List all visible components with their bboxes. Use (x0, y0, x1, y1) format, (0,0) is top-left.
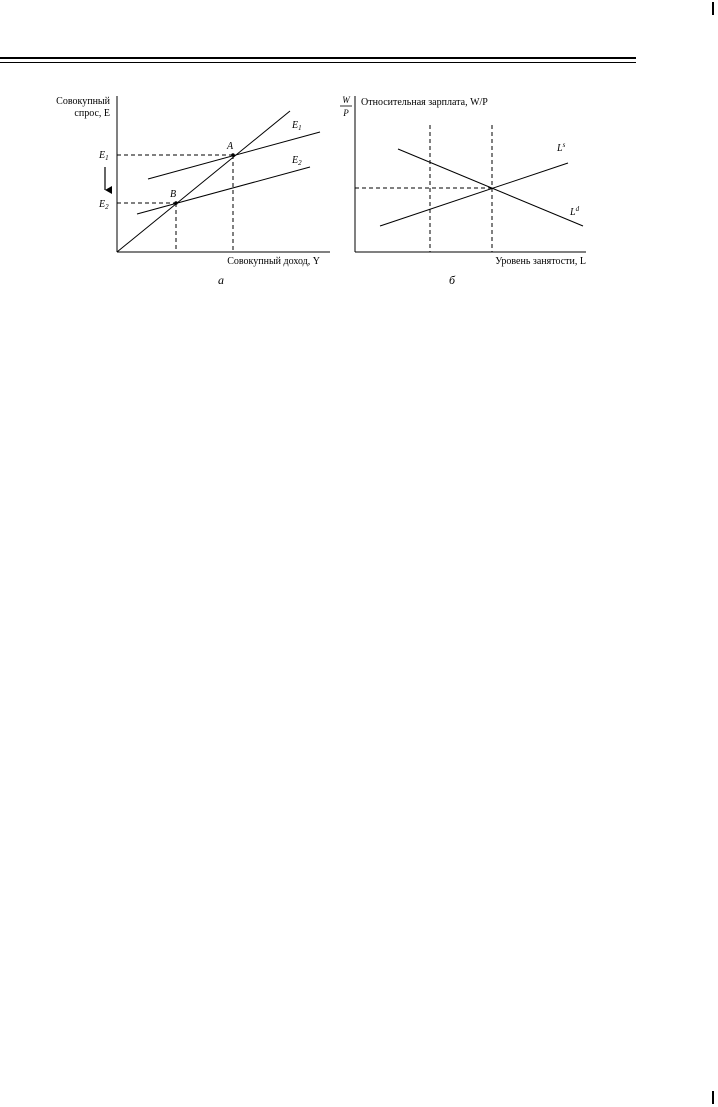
panel-b-y-axis-title: Относительная зарплата, W/P (361, 97, 488, 108)
panel-a-y-axis-title-line1: Совокупный (56, 96, 110, 107)
panel-a-series-label-e1: $E_1$ (292, 120, 302, 132)
chart-panel-a (56, 96, 330, 287)
chart-panel-b (340, 95, 586, 287)
panel-b-y-fraction-numerator: W (342, 95, 350, 105)
panel-b-caption: б (448, 273, 456, 287)
panel-b-curve-ls (380, 163, 568, 226)
panel-a-caption: а (218, 273, 224, 287)
panel-a-y-axis-title-line2: спрос, E (74, 108, 110, 119)
panel-b-y-fraction-denominator: P (343, 108, 349, 118)
panel-a-point-a (231, 153, 235, 157)
panel-a-y-tick-e2: $E_2$ (99, 199, 109, 211)
panel-b-x-axis-title: Уровень занятости, L (495, 256, 586, 267)
panel-b-series-label-ls: $L^s$ (557, 141, 566, 154)
panel-a-y-tick-e1: $E_1$ (99, 150, 109, 162)
panel-a-series-label-e2: $E_2$ (292, 155, 302, 167)
panel-a-45-degree-line (117, 111, 290, 252)
panel-a-point-label-a: A (227, 141, 234, 152)
panel-a-x-axis-title: Совокупный доход, Y (227, 256, 320, 267)
panel-b-series-label-ld: $L^d$ (570, 205, 580, 218)
panel-a-point-b (174, 201, 178, 205)
panel-a-point-label-b: B (170, 189, 177, 200)
panel-a-curve-e2 (137, 167, 310, 214)
